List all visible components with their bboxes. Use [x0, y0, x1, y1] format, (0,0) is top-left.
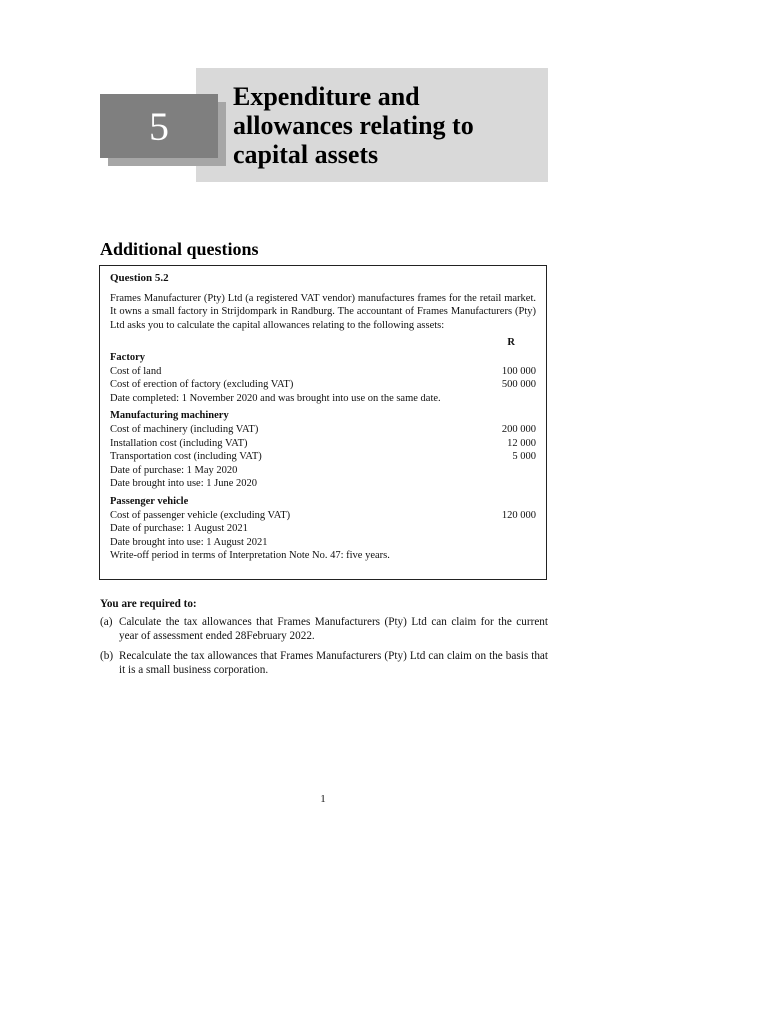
asset-group-factory [110, 351, 536, 405]
asset-row [110, 464, 536, 478]
question-title: Question 5.2 [110, 272, 169, 284]
group-title: Manufacturing machinery [110, 410, 229, 422]
chapter-title: Expenditure and allowances relating to capital assets [233, 82, 474, 169]
row-label: Write-off period in terms of Interpretation Note No. 47: five years. [110, 550, 390, 562]
row-label: Installation cost (including VAT) [110, 437, 248, 449]
group-title: Factory [110, 351, 145, 363]
row-amount: 5 000 [512, 451, 536, 463]
row-amount [476, 392, 536, 406]
chapter-number: 5 [149, 103, 169, 149]
asset-row [110, 509, 536, 523]
requirement-label: (b) [100, 649, 114, 662]
asset-row [110, 437, 536, 451]
row-label: Date of purchase: 1 May 2020 [110, 464, 238, 476]
asset-group-machinery [110, 409, 536, 491]
row-amount: 12 000 [507, 437, 536, 449]
requirements-section [100, 597, 548, 683]
asset-row [110, 378, 536, 392]
requirement-item [100, 615, 548, 644]
row-amount [476, 522, 536, 536]
asset-row [110, 522, 536, 536]
asset-row [110, 536, 536, 550]
asset-row [110, 450, 536, 464]
asset-row [110, 477, 536, 491]
asset-row [110, 423, 536, 437]
row-amount [476, 477, 536, 491]
requirement-text: Recalculate the tax allowances that Frames Manufacturers (Pty) Ltd can claim on the basis that it is a small business corporation. [119, 649, 548, 677]
question-box [99, 265, 547, 580]
requirements-title: You are required to: [100, 598, 197, 610]
row-label: Date of purchase: 1 August 2021 [110, 523, 248, 535]
row-amount [476, 464, 536, 478]
row-amount [476, 549, 536, 563]
row-amount [476, 536, 536, 550]
asset-row [110, 365, 536, 379]
row-amount: 100 000 [501, 365, 536, 377]
row-label: Date completed: 1 November 2020 and was brought into use on the same date. [110, 392, 441, 404]
chapter-number-box [100, 94, 218, 158]
page-number: 1 [320, 793, 326, 805]
currency-header: R [507, 337, 515, 349]
asset-row [110, 549, 536, 563]
asset-group-vehicle [110, 495, 536, 563]
row-label: Cost of erection of factory (excluding VAT) [110, 379, 294, 391]
question-intro: Frames Manufacturer (Pty) Ltd (a registered VAT vendor) manufactures frames for the retail market. It owns a small factory in Strijdompark in Randburg. The accountant of Frames Manufacturers (Pty) Ltd asks you to calculate the capital allowances relating to the following assets: [110, 292, 536, 331]
section-heading: Additional questions [100, 239, 259, 259]
row-label: Transportation cost (including VAT) [110, 451, 262, 463]
row-amount: 200 000 [501, 423, 536, 435]
requirement-text: Calculate the tax allowances that Frames Manufacturers (Pty) Ltd can claim for the current year of assessment ended 28February 2022. [119, 615, 548, 643]
asset-row [110, 392, 536, 406]
row-label: Date brought into use: 1 August 2021 [110, 536, 268, 548]
requirement-item [100, 649, 548, 678]
row-amount: 120 000 [501, 509, 536, 521]
row-label: Cost of land [110, 365, 162, 377]
group-title: Passenger vehicle [110, 495, 189, 507]
row-label: Date brought into use: 1 June 2020 [110, 478, 257, 490]
requirement-label: (a) [100, 615, 113, 628]
row-label: Cost of machinery (including VAT) [110, 423, 259, 435]
row-label: Cost of passenger vehicle (excluding VAT) [110, 509, 291, 521]
row-amount: 500 000 [501, 379, 536, 391]
